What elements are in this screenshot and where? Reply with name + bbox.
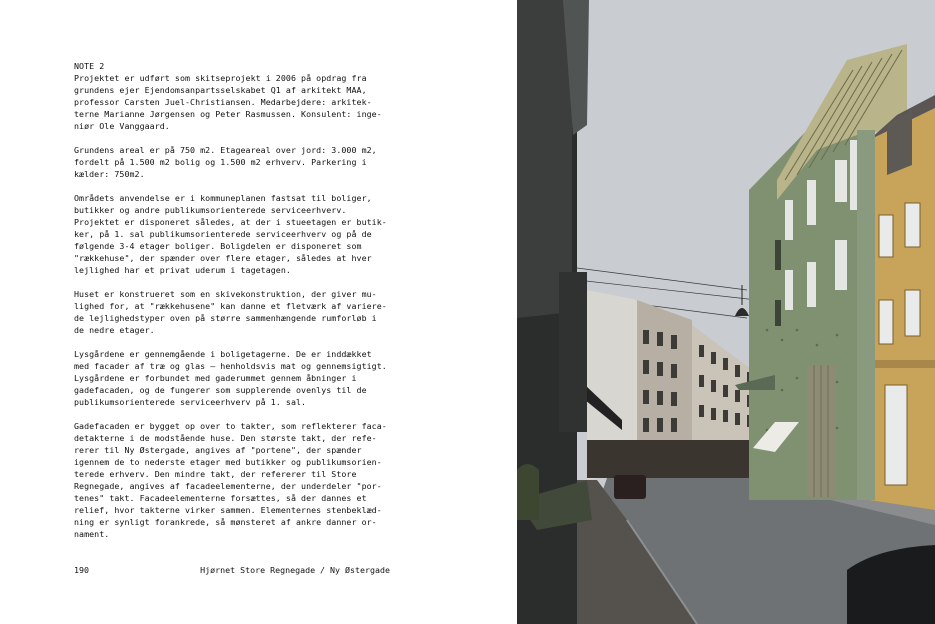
text-line: Lysgårdene er forbundet med gaderummet gennem åbninger i <box>74 373 357 383</box>
text-line: igennem de to nederste etager med butikker og publikumsorien- <box>74 457 382 467</box>
note-paragraph <box>74 60 396 132</box>
running-title: Hjørnet Store Regnegade / Ny Østergade <box>200 565 390 575</box>
text-line: de lejlighedstyper oven på større sammenhængende rumforløb i <box>74 313 377 323</box>
note-paragraph <box>74 420 396 540</box>
text-line: kælder: 750m2. <box>74 169 145 179</box>
text-line: lighed for, at "rækkehusene" kan danne et fletværk af variere- <box>74 301 387 311</box>
text-line: fordelt på 1.500 m2 bolig og 1.500 m2 erhverv. Parkering i <box>74 157 367 167</box>
note-paragraph <box>74 288 396 336</box>
note-paragraph <box>74 144 396 180</box>
text-line: ker, på 1. sal publikumsorienterede serviceerhverv og på de <box>74 229 372 239</box>
text-line: Områdets anvendelse er i kommuneplanen fastsat til boliger, <box>74 193 372 203</box>
text-line: gadefacaden, og de fungerer som supplerende ovenlys til de <box>74 385 367 395</box>
text-line: niør Ole Vanggaard. <box>74 121 170 131</box>
text-line: de nedre etager. <box>74 325 155 335</box>
text-line: Regnegade, angives af facadeelementerne, der underdeler "por- <box>74 481 382 491</box>
text-line: professor Carsten Juel-Christiansen. Medarbejdere: arkitek- <box>74 97 372 107</box>
page-footer <box>74 564 396 576</box>
text-line: lejlighed har et privat uderum i tagetagen. <box>74 265 291 275</box>
text-line: Huset er konstrueret som en skivekonstruktion, der giver mu- <box>74 289 377 299</box>
note-heading: NOTE 2 <box>74 61 105 71</box>
text-line: Projektet er udført som skitseprojekt i 2006 på opdrag fra <box>74 73 367 83</box>
text-line: ning er synligt forankrede, så mønsteret af ankre danner or- <box>74 517 377 527</box>
street-scene-illustration <box>517 0 935 624</box>
street-photo <box>517 0 935 624</box>
text-line: Projektet er disponeret således, at der i stueetagen er butik- <box>74 217 387 227</box>
text-line: Lysgårdene er gennemgående i boligetagerne. De er inddækket <box>74 349 372 359</box>
page-number: 190 <box>74 565 89 575</box>
text-line: følgende 3-4 etager boliger. Boligdelen er disponeret som <box>74 241 362 251</box>
text-line: med facader af træ og glas – henholdsvis mat og gennemsigtigt. <box>74 361 387 371</box>
text-line: relief, hvor takterne virker sammen. Elementernes stenbeklæd- <box>74 505 382 515</box>
text-line: tenes" takt. Facadeelementerne forsættes, så der dannes et <box>74 493 367 503</box>
text-line: publikumsorienterede serviceerhverv på 1. sal. <box>74 397 307 407</box>
note-paragraph <box>74 348 396 408</box>
text-line: Grundens areal er på 750 m2. Etageareal over jord: 3.000 m2, <box>74 145 377 155</box>
text-line: "rækkehuse", der spænder over flere etager, således at hver <box>74 253 372 263</box>
text-line: nament. <box>74 529 110 539</box>
text-line: butikker og andre publikumsorienterede serviceerhverv. <box>74 205 347 215</box>
text-line: grundens ejer Ejendomsanpartsselskabet Q1 af arkitekt MAA, <box>74 85 367 95</box>
text-line: Gadefacaden er bygget op over to takter, som reflekterer faca- <box>74 421 387 431</box>
text-line: rerer til Ny Østergade, angives af "portene", der spænder <box>74 445 362 455</box>
text-line: terne Marianne Jørgensen og Peter Rasmussen. Konsulent: inge- <box>74 109 382 119</box>
note-paragraph <box>74 192 396 276</box>
text-line: terede erhverv. Den mindre takt, der refererer til Store <box>74 469 357 479</box>
distant-car <box>614 475 646 499</box>
note-text <box>74 60 396 540</box>
text-line: detakterne i de modstående huse. Den største takt, der refe- <box>74 433 377 443</box>
